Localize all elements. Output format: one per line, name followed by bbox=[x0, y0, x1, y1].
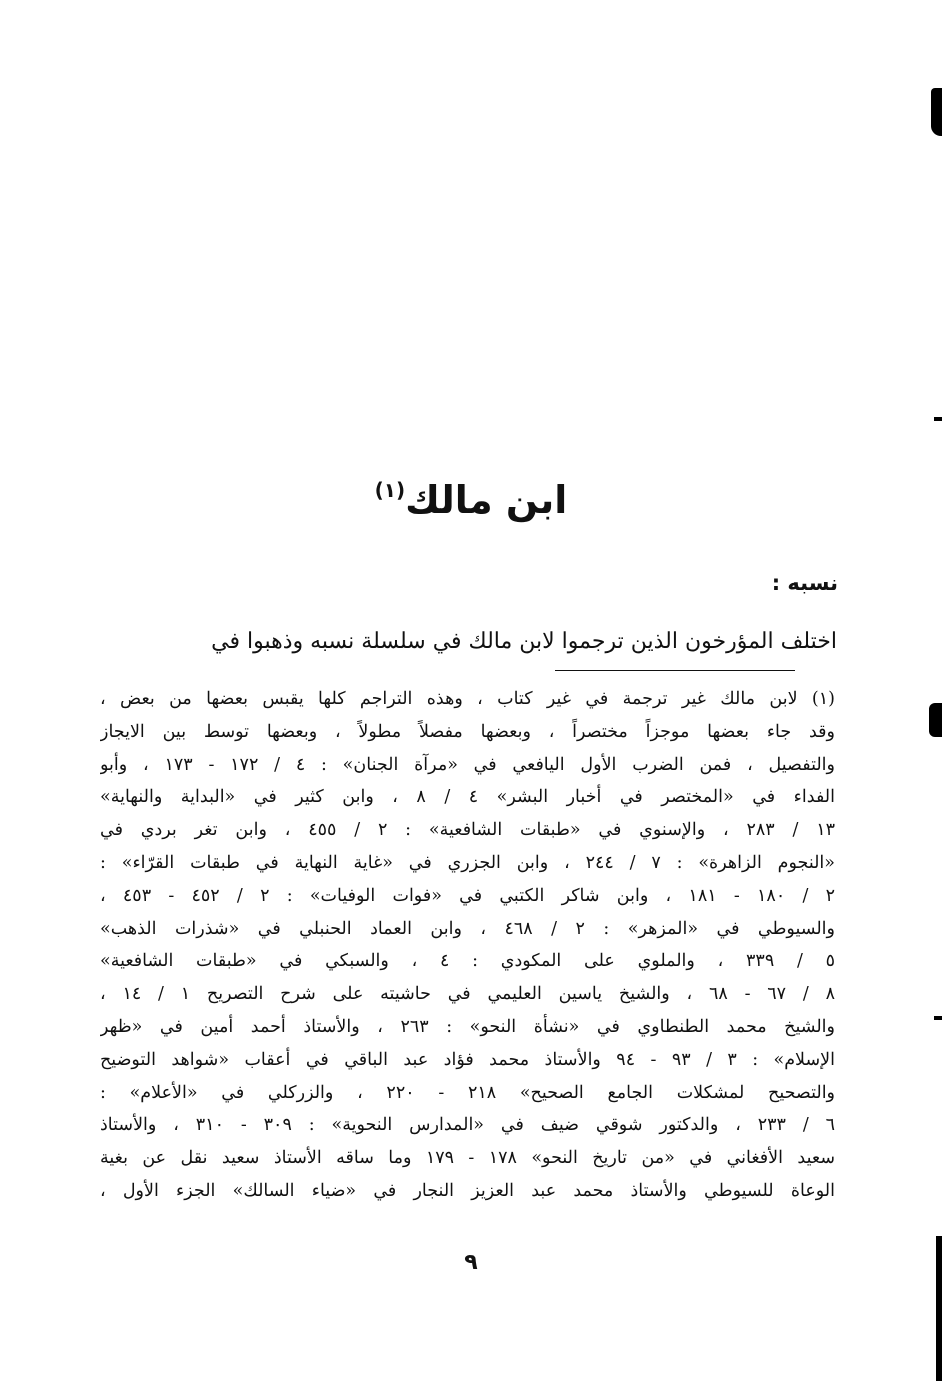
scan-edge-mark bbox=[934, 1016, 942, 1020]
footnote-separator bbox=[555, 670, 795, 671]
footnote-line: «النجوم الزاهرة» : ٧ / ٢٤٤ ، وابن الجزري في «غاية النهاية في طبقات القرّاء» : bbox=[100, 852, 835, 873]
title-footnote-ref[interactable]: (١) bbox=[374, 478, 406, 502]
footnote-line: ٢ / ١٨٠ - ١٨١ ، وابن شاكر الكتبي في «فوات الوفيات» : ٢ / ٤٥٢ - ٤٥٣ ، bbox=[100, 885, 835, 906]
chapter-title-text: ابن مالك bbox=[405, 478, 568, 522]
scan-edge-mark bbox=[936, 1236, 942, 1381]
scan-edge-mark bbox=[931, 88, 942, 136]
intro-paragraph: اختلف المؤرخون الذين ترجموا لابن مالك في سلسلة نسبه وذهبوا في bbox=[211, 629, 837, 654]
footnote-line: وقد جاء بعضها موجزاً مختصراً ، وبعضها مفصلاً مطولاً ، وبعضها توسط بين الايجاز bbox=[100, 721, 835, 742]
footnote-line: ١٣ / ٢٨٣ ، والإسنوي في «طبقات الشافعية» : ٢ / ٤٥٥ ، وابن تغر بردي في bbox=[100, 820, 835, 841]
footnote-line: والسيوطي في «المزهر» : ٢ / ٤٦٨ ، وابن العماد الحنبلي في «شذرات الذهب» bbox=[100, 918, 835, 939]
footnote-line: الفداء في «المختصر في أخبار البشر» ٤ / ٨ ، وابن كثير في «البداية والنهاية» bbox=[100, 787, 835, 808]
scan-edge-mark bbox=[934, 417, 942, 421]
footnote-line: (١) لابن مالك غير ترجمة في غير كتاب ، وهذه التراجم كلها يقبس بعضها من بعض ، bbox=[100, 689, 835, 709]
chapter-title bbox=[300, 462, 642, 528]
footnote-line: ٦ / ٢٣٣ ، والدكتور شوقي ضيف في «المدارس النحوية» : ٣٠٩ - ٣١٠ ، والأستاذ bbox=[100, 1115, 835, 1136]
footnote-line: والتصحيح لمشكلات الجامع الصحيح» ٢١٨ - ٢٢٠ ، والزركلي في «الأعلام» : bbox=[100, 1082, 835, 1103]
footnote-line: الإسلام» : ٣ / ٩٣ - ٩٤ والأستاذ محمد فؤاد عبد الباقي في أعقاب «شواهد التوضيح bbox=[100, 1049, 835, 1070]
scan-edge-mark bbox=[929, 703, 942, 737]
footnote-line: والشيخ محمد الطنطاوي في «نشأة النحو» : ٢٦٣ ، والأستاذ أحمد أمين في «ظهر bbox=[100, 1016, 835, 1037]
footnote-line: سعيد الأفغاني في «من تاريخ النحو» ١٧٨ - ١٧٩ وما ساقه الأستاذ سعيد نقل عن بغية bbox=[100, 1148, 835, 1169]
footnote-block bbox=[100, 683, 835, 1208]
footnote-line: ٥ / ٣٣٩ ، والملوي على المكودي : ٤ ، والسبكي في «طبقات الشافعية» bbox=[100, 951, 835, 972]
footnote-line: الوعاة للسيوطي والأستاذ محمد عبد العزيز النجار في «ضياء السالك» الجزء الأول ، bbox=[100, 1180, 835, 1201]
footnote-line: والتفصيل ، فمن الضرب الأول اليافعي في «مرآة الجنان» : ٤ / ١٧٢ - ١٧٣ ، وأبو bbox=[100, 754, 835, 775]
footnote-line: ٨ / ٦٧ - ٦٨ ، والشيخ ياسين العليمي في حاشيته على شرح التصريح ١ / ١٤ ، bbox=[100, 984, 835, 1005]
section-heading: نسبه : bbox=[771, 571, 838, 595]
page-number: ٩ bbox=[464, 1250, 478, 1275]
